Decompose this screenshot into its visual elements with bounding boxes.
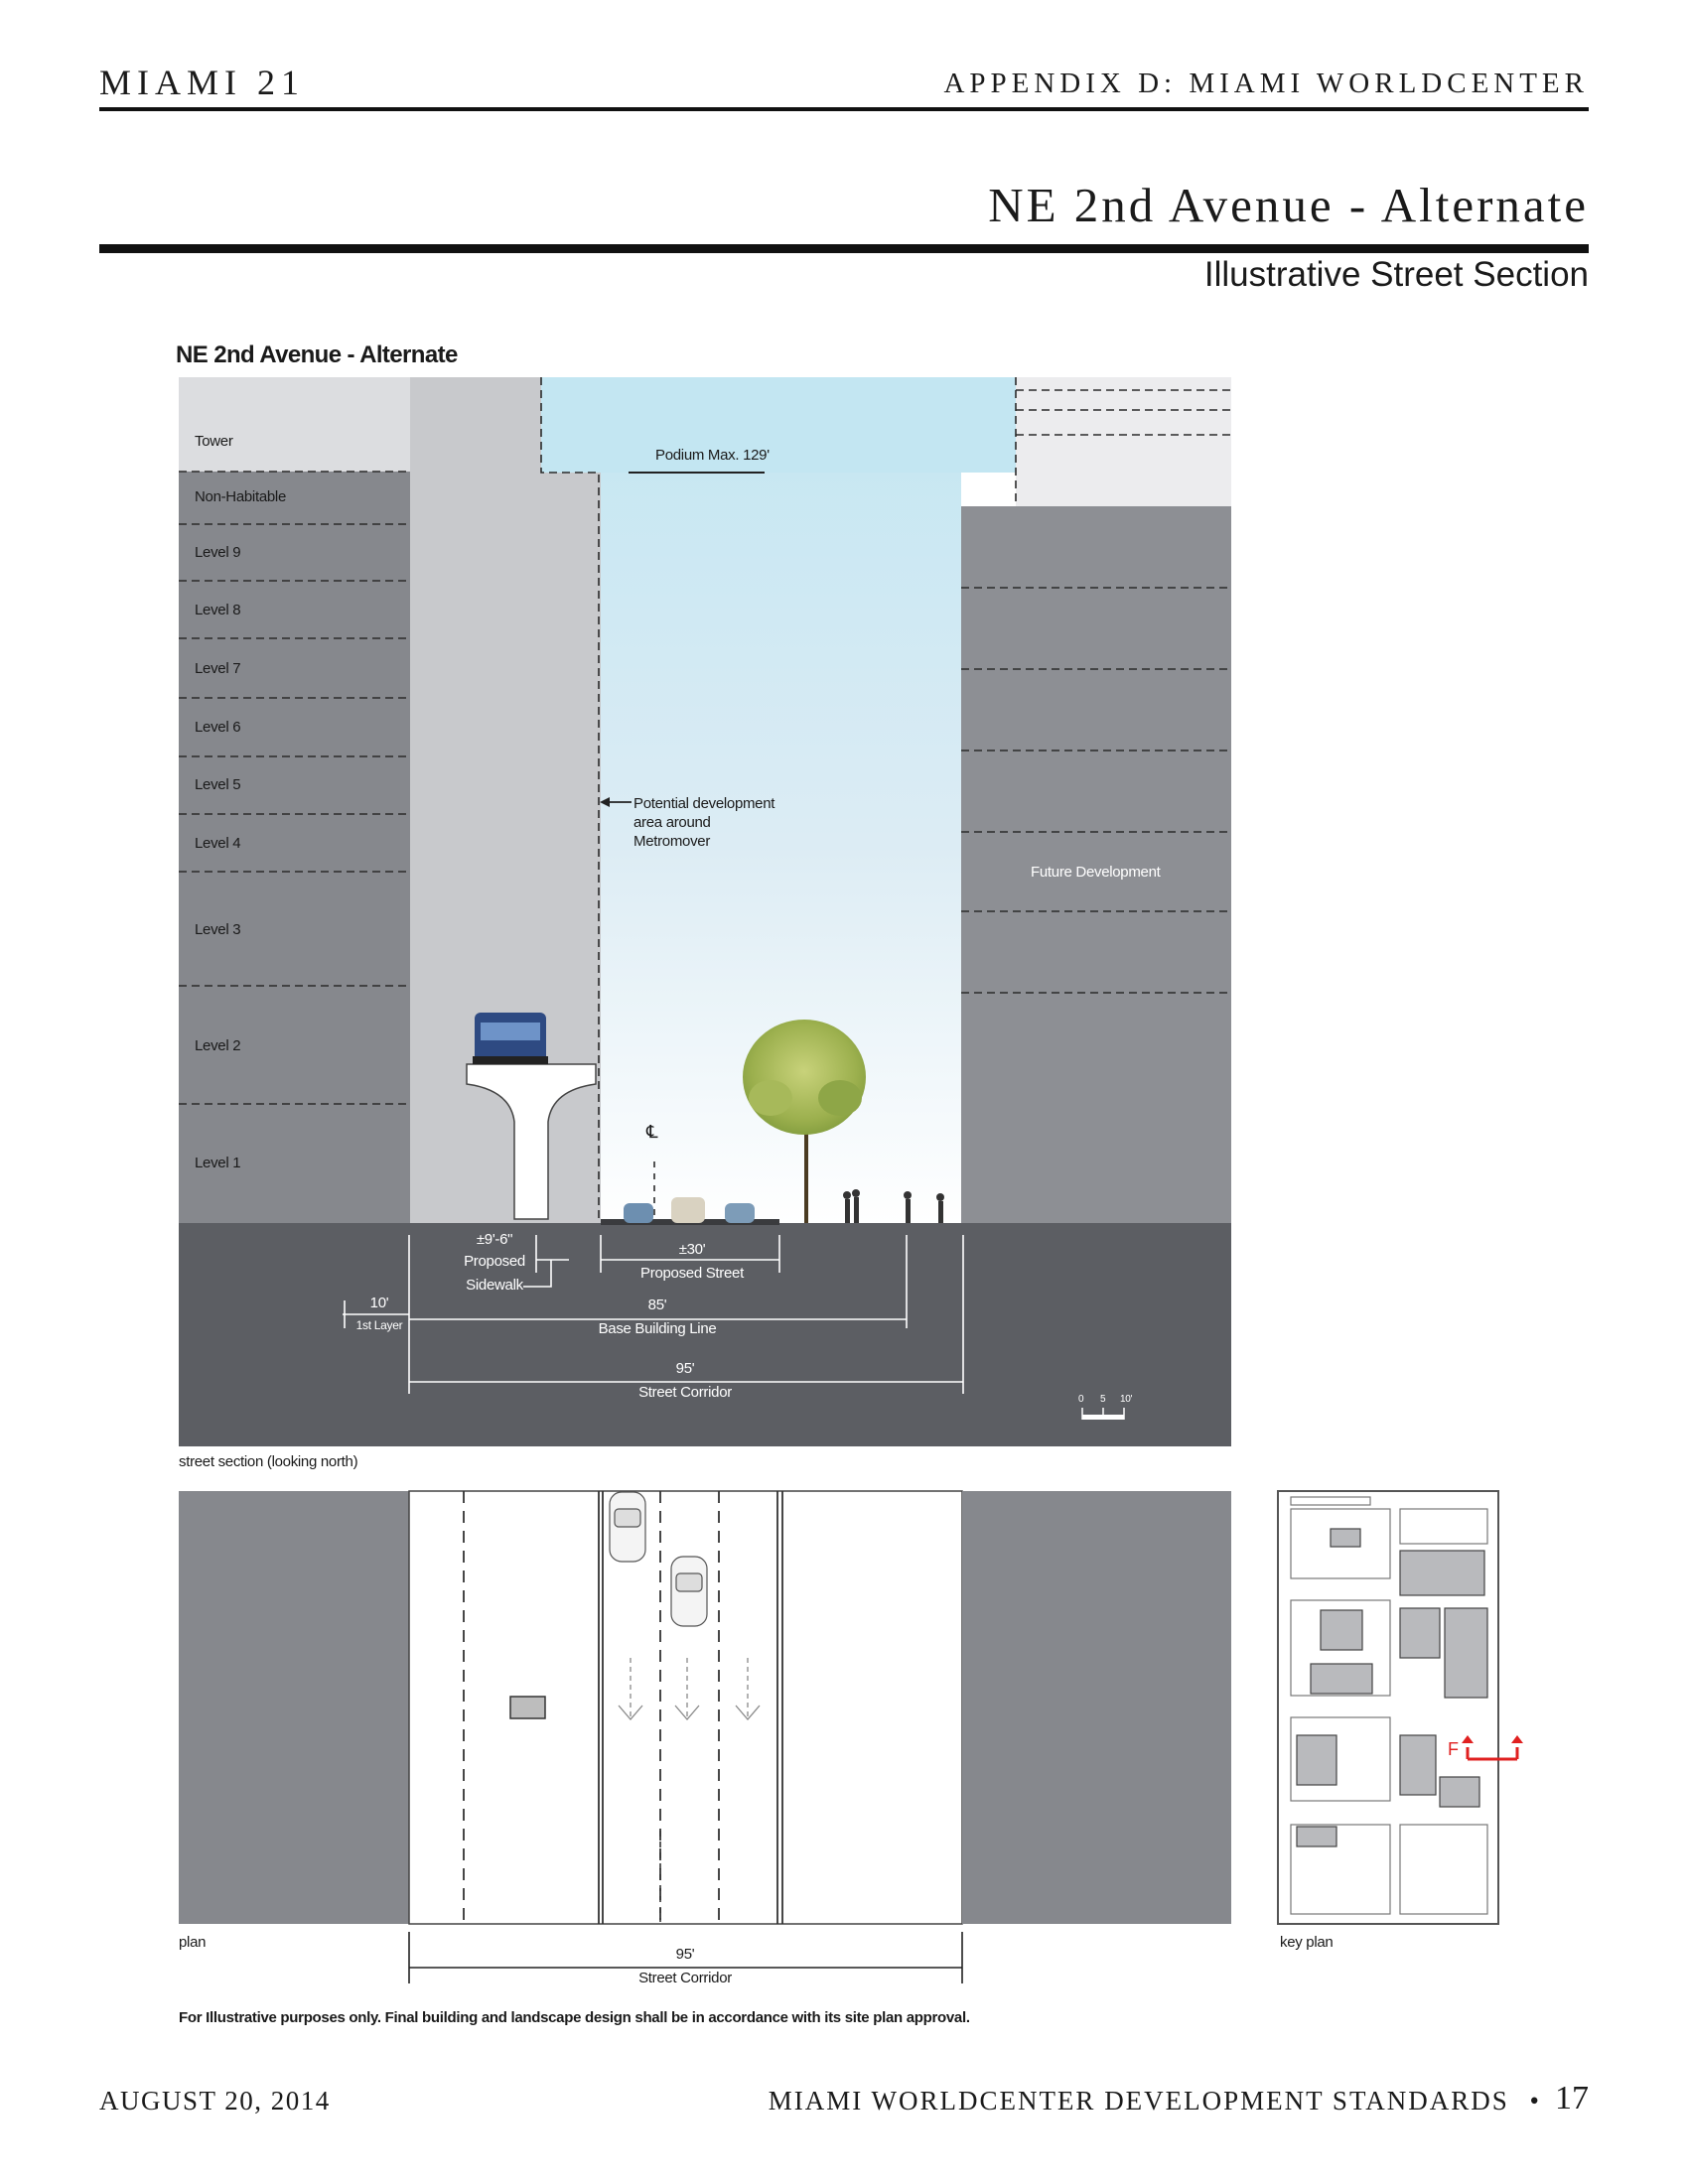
- centerline-label: ℄: [646, 1122, 658, 1142]
- layer-label: 1st Layer: [355, 1318, 403, 1332]
- plan-corridor-dimension: 95': [675, 1946, 695, 1963]
- layer-dimension: 10': [369, 1295, 389, 1311]
- footer-bullet: •: [1529, 2086, 1541, 2116]
- plan-corridor-label: Street Corridor: [638, 1970, 732, 1986]
- page-footer: [99, 2080, 1589, 2119]
- podium-label: Podium Max. 129': [655, 447, 770, 464]
- level-label-9: Level 9: [195, 544, 241, 561]
- level-label-8: Level 8: [195, 602, 241, 618]
- page-number: 17: [1555, 2080, 1589, 2116]
- scale-tick-5: 5: [1100, 1394, 1106, 1405]
- right-upper-light: [1016, 377, 1231, 506]
- sidewalk-label-sidewalk: Sidewalk: [466, 1277, 523, 1294]
- section-subtitle: Illustrative Street Section: [1203, 255, 1589, 294]
- level-label-tower: Tower: [195, 433, 233, 450]
- level-label-3: Level 3: [195, 921, 241, 938]
- street-label: Proposed Street: [640, 1265, 744, 1282]
- plan-caption: plan: [179, 1934, 207, 1951]
- level-label-4: Level 4: [195, 835, 241, 852]
- footer-date: AUGUST 20, 2014: [99, 2086, 331, 2116]
- level-label-non-habitable: Non-Habitable: [195, 488, 286, 505]
- tower-band: [179, 377, 410, 472]
- plan-right-building: [962, 1491, 1231, 1924]
- scale-tick-0: 0: [1078, 1394, 1084, 1405]
- future-development-label: Future Development: [1031, 864, 1161, 881]
- base-dimension: 85': [647, 1297, 667, 1313]
- key-plan-map: [1278, 1491, 1523, 1924]
- plan-left-building: [179, 1491, 409, 1924]
- header-left: MIAMI 21: [99, 63, 305, 102]
- sidewalk-label-proposed: Proposed: [464, 1253, 525, 1270]
- section-caption: street section (looking north): [179, 1453, 358, 1470]
- key-plan-caption: key plan: [1280, 1934, 1334, 1951]
- level-label-2: Level 2: [195, 1037, 241, 1054]
- section-title: NE 2nd Avenue - Alternate: [988, 178, 1589, 232]
- level-label-5: Level 5: [195, 776, 241, 793]
- metromover-note: Potential development area around Metromover: [633, 795, 775, 850]
- level-label-6: Level 6: [195, 719, 241, 736]
- base-label: Base Building Line: [598, 1320, 717, 1337]
- footer-document-name: MIAMI WORLDCENTER DEVELOPMENT STANDARDS: [768, 2086, 1509, 2116]
- corridor-label: Street Corridor: [638, 1384, 732, 1401]
- footer-document-title: [769, 2086, 1541, 2116]
- corridor-dimension: 95': [675, 1360, 695, 1377]
- street-dimension: ±30': [678, 1241, 706, 1258]
- level-label-1: Level 1: [195, 1155, 241, 1171]
- header-right: APPENDIX D: MIAMI WORLDCENTER: [943, 68, 1589, 99]
- sidewalk-dimension: ±9'-6": [476, 1231, 513, 1248]
- key-plan-marker: F: [1448, 1739, 1459, 1759]
- figure-title: NE 2nd Avenue - Alternate: [176, 341, 458, 368]
- scale-tick-10: 10': [1120, 1394, 1133, 1405]
- disclaimer: For Illustrative purposes only. Final building and landscape design shall be in accordance with its site plan approval.: [179, 2009, 970, 2026]
- level-label-7: Level 7: [195, 660, 241, 677]
- podium-zone: [541, 377, 1016, 473]
- plan-pier: [510, 1697, 545, 1718]
